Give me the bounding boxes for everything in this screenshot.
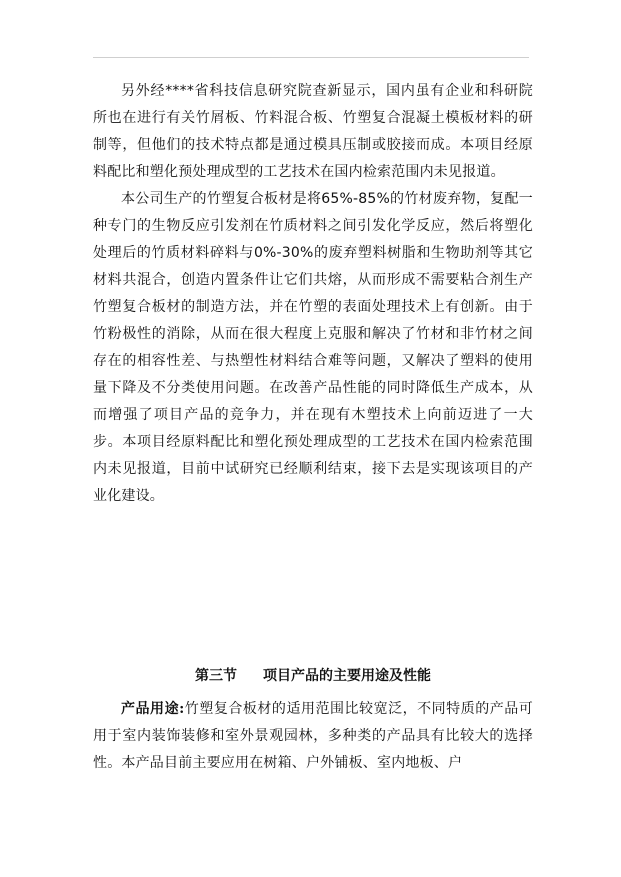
usage-text: 竹塑复合板材的适用范围比较宽泛，不同特质的产品可用于室内装饰装修和室外景观园林，多种类的产品具有比较大的选择性。本产品目前主要应用在树箱、户外铺板、室内地板、户 (93, 701, 533, 771)
section-heading (93, 663, 533, 689)
section-title-text: 项目产品的主要用途及性能 (263, 668, 431, 684)
paragraph-company-product: 本公司生产的竹塑复合板材是将65%-85%的竹材废弃物，复配一种专门的生物反应引发剂在竹质材料之间引发化学反应，然后将塑化处理后的竹质材料碎料与0%-30%的废弃塑料树脂和生物助剂等其它材料共混合，创造内置条件让它们共熔，从而形成不需要粘合剂生产竹塑复合板材的制造方法，并在竹塑的表面处理技术上有创新。由于竹粉极性的消除，从而在很大程度上克服和解决了竹材和非竹材之间存在的相容性差、与热塑性材料结合难等问题，又解决了塑料的使用量下降及不分类使用问题。在改善产品性能的同时降低生产成本，从而增强了项目产品的竞争力，并在现有木塑技术上向前迈进了一大步。本项目经原料配比和塑化预处理成型的工艺技术在国内检索范围内未见报道，目前中试研究已经顺利结束，接下去是实现该项目的产业化建设。 (93, 191, 533, 504)
body-text (93, 78, 533, 510)
section-number: 第三节 (195, 668, 237, 684)
paragraph-novelty-search: 另外经****省科技信息研究院查新显示，国内虽有企业和科研院所也在进行有关竹屑板、竹料混合板、竹塑复合混凝土模板材料的研制等，但他们的技术特点都是通过模具压制或胶接而成。本项目经原料配比和塑化预处理成型的工艺技术在国内检索范围内未见报道。 (93, 83, 533, 180)
usage-lead-label: 产品用途: (121, 701, 185, 717)
paragraph-product-usage (93, 696, 533, 777)
usage-block (93, 696, 533, 777)
header-divider (93, 57, 529, 58)
